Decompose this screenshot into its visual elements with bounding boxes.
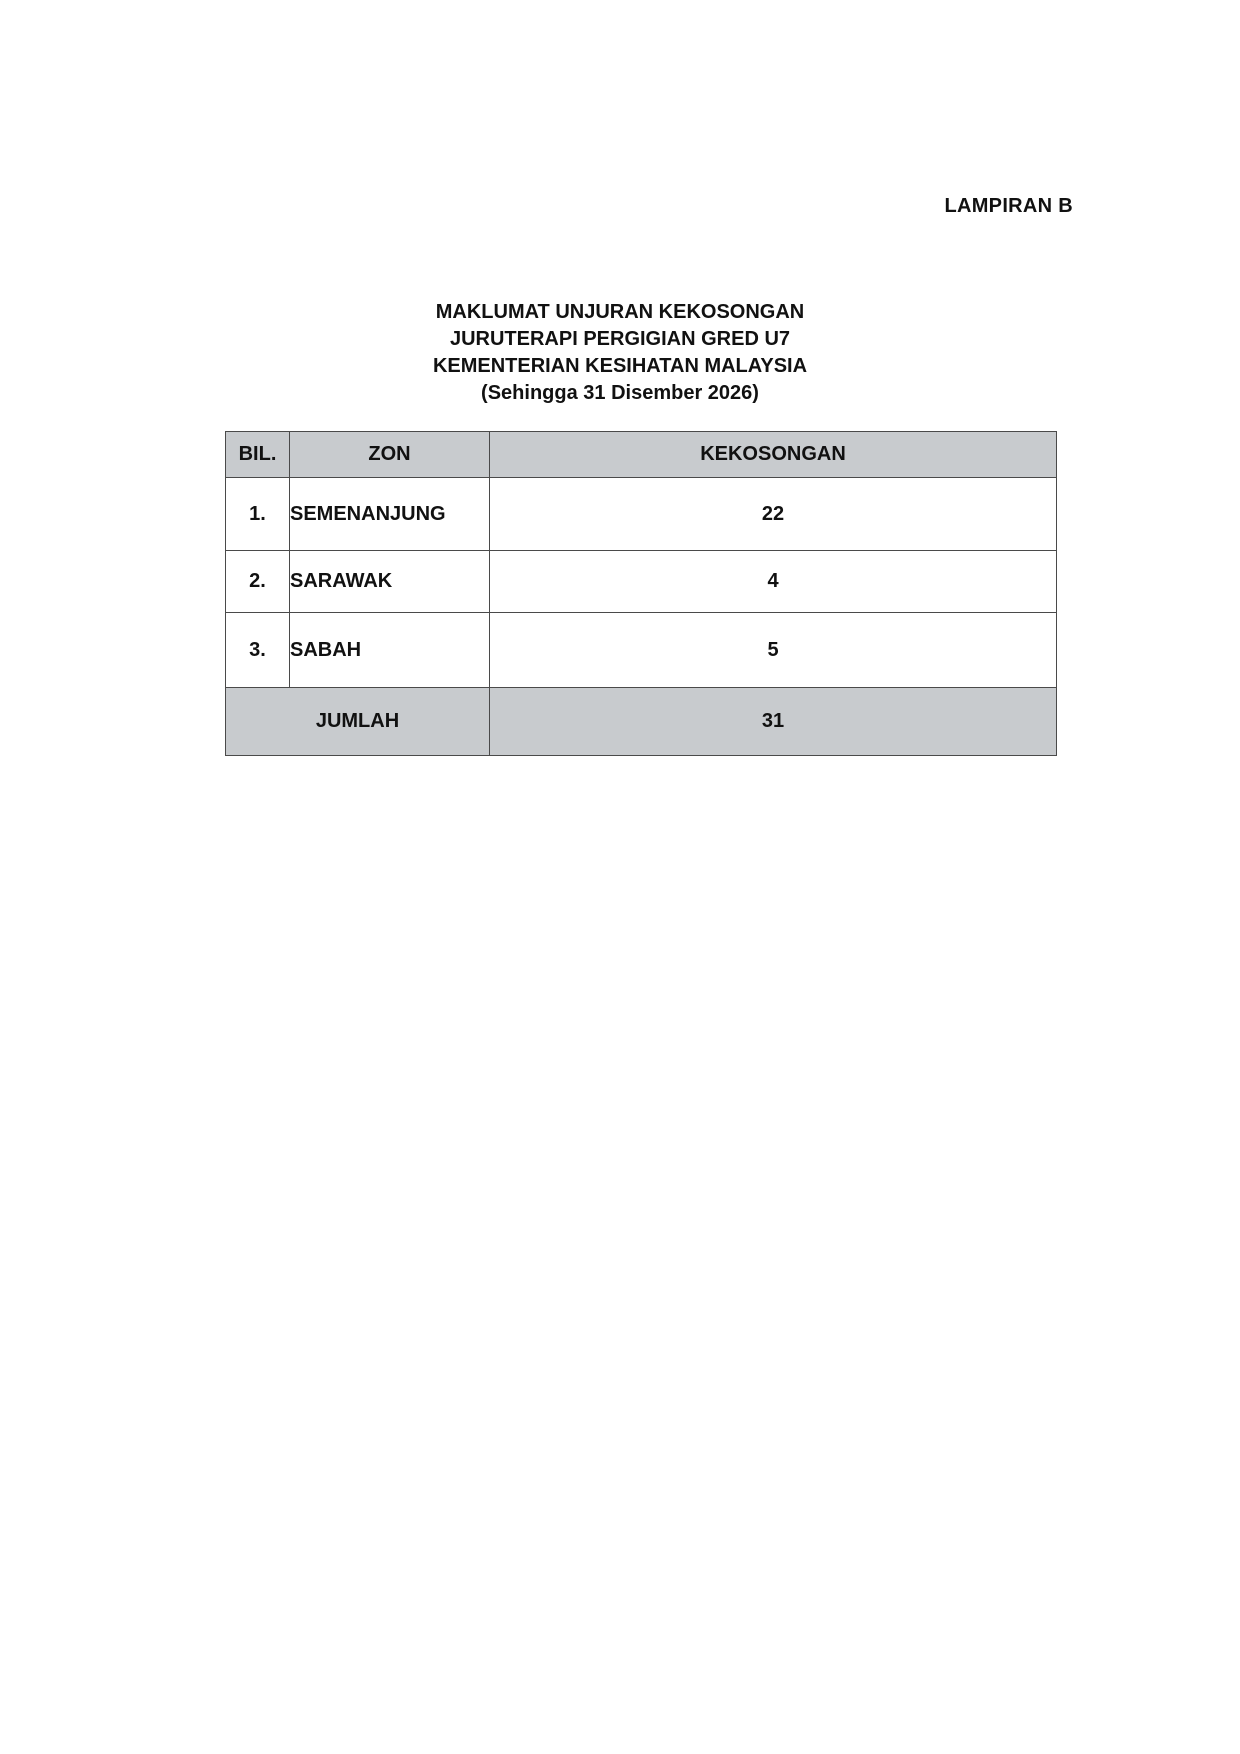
total-label: JUMLAH (226, 688, 490, 756)
attachment-label: LAMPIRAN B (944, 195, 1073, 217)
cell-kekosongan: 4 (490, 551, 1057, 613)
cell-zon: SEMENANJUNG (290, 478, 490, 551)
title-line-4: (Sehingga 31 Disember 2026) (481, 382, 759, 404)
cell-bil: 3. (226, 613, 290, 688)
title-line-3: KEMENTERIAN KESIHATAN MALAYSIA (432, 355, 808, 377)
table-body (226, 478, 1057, 688)
cell-bil: 2. (226, 551, 290, 613)
vacancy-table (225, 431, 1057, 756)
table-footer (226, 688, 1057, 756)
table-row (226, 478, 1057, 551)
column-header-kekosongan: KEKOSONGAN (490, 432, 1057, 478)
total-row (226, 688, 1057, 756)
cell-kekosongan: 5 (490, 613, 1057, 688)
title-line-1: MAKLUMAT UNJURAN KEKOSONGAN (435, 301, 805, 323)
table-row (226, 613, 1057, 688)
table-header (226, 432, 1057, 478)
total-value: 31 (490, 688, 1057, 756)
table-header-row (226, 432, 1057, 478)
document-title (0, 299, 1240, 407)
table-row (226, 551, 1057, 613)
column-header-zon: ZON (290, 432, 490, 478)
cell-zon: SARAWAK (290, 551, 490, 613)
cell-bil: 1. (226, 478, 290, 551)
cell-zon: SABAH (290, 613, 490, 688)
title-line-2: JURUTERAPI PERGIGIAN GRED U7 (449, 328, 791, 350)
column-header-bil: BIL. (226, 432, 290, 478)
cell-kekosongan: 22 (490, 478, 1057, 551)
